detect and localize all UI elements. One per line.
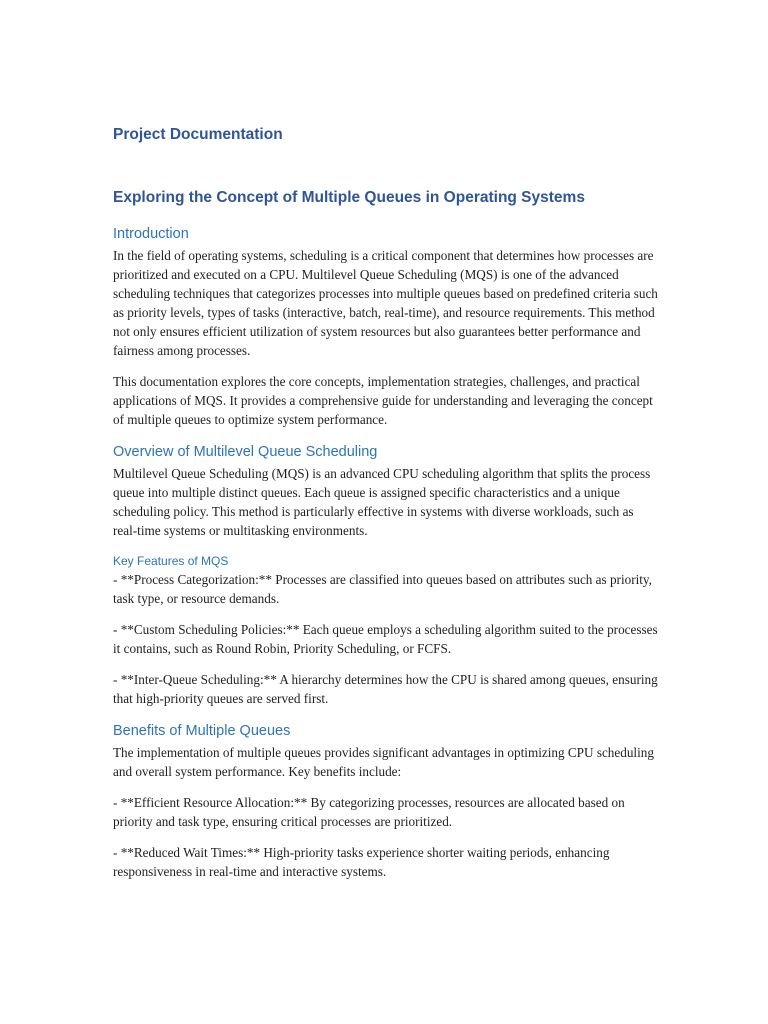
main-heading: Exploring the Concept of Multiple Queues in Operating Systems: [113, 189, 585, 206]
introduction-paragraph-1: In the field of operating systems, scheduling is a critical component that determines how processes are prioritized and executed on a CPU. Multilevel Queue Scheduling (MQS) is one of the advanced scheduling techniques that categorizes processes into multiple queues based on predefined criteria such as priority levels, types of tasks (interactive, batch, real-time), and resource requirements. This method not only ensures efficient utilization of system resources but also guarantees better performance and fairness among processes.: [113, 248, 658, 358]
key-features-heading: Key Features of MQS: [113, 554, 229, 568]
overview-paragraph: Multilevel Queue Scheduling (MQS) is an advanced CPU scheduling algorithm that splits the process queue into multiple distinct queues. Each queue is assigned specific characteristics and a unique scheduling policy. This method is particularly effective in systems with diverse workloads, such as real-time systems or multitasking environments.: [113, 466, 651, 538]
document-title: Project Documentation: [113, 126, 283, 143]
benefit-item: - **Reduced Wait Times:** High-priority tasks experience shorter waiting periods, enhancing responsiveness in real-time and interactive systems.: [113, 845, 610, 879]
key-feature-item: - **Inter-Queue Scheduling:** A hierarchy determines how the CPU is shared among queues, ensuring that high-priority queues are served first.: [113, 672, 658, 706]
key-feature-item: - **Process Categorization:** Processes are classified into queues based on attributes such as priority, task type, or resource demands.: [113, 572, 652, 606]
overview-heading: Overview of Multilevel Queue Scheduling: [113, 444, 378, 460]
introduction-heading: Introduction: [113, 226, 189, 242]
benefit-item: - **Efficient Resource Allocation:** By categorizing processes, resources are allocated based on priority and task type, ensuring critical processes are prioritized.: [113, 795, 625, 829]
key-feature-item: - **Custom Scheduling Policies:** Each queue employs a scheduling algorithm suited to the processes it contains, such as Round Robin, Priority Scheduling, or FCFS.: [113, 622, 658, 656]
benefits-intro: The implementation of multiple queues provides significant advantages in optimizing CPU scheduling and overall system performance. Key benefits include:: [113, 745, 654, 779]
introduction-paragraph-2: This documentation explores the core concepts, implementation strategies, challenges, and practical applications of MQS. It provides a comprehensive guide for understanding and leveraging the concept of multiple queues to optimize system performance.: [113, 374, 653, 427]
benefits-heading: Benefits of Multiple Queues: [113, 723, 291, 739]
